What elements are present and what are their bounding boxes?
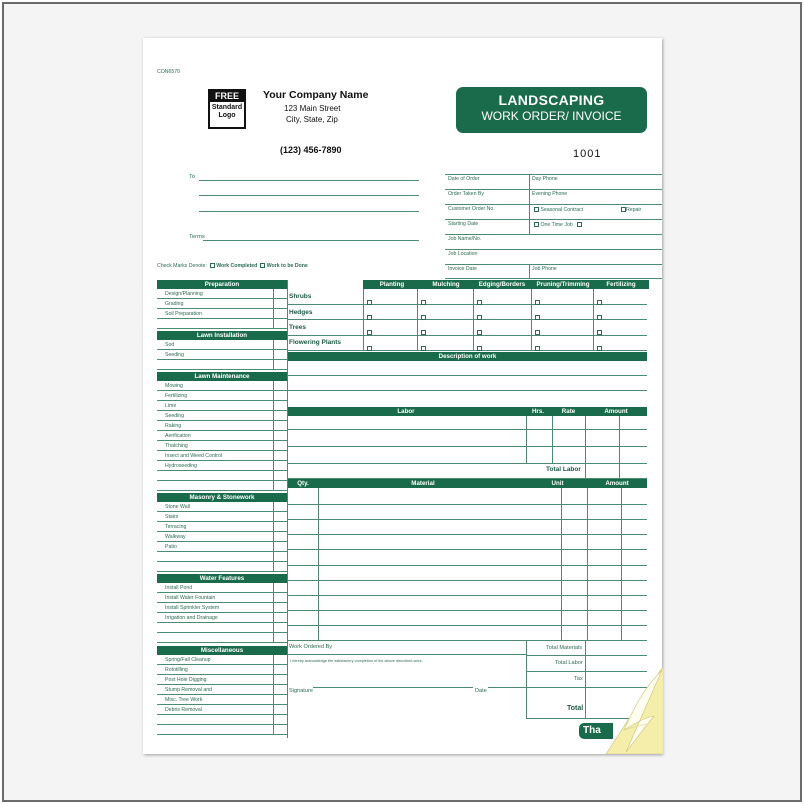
list-item[interactable] — [157, 471, 287, 481]
mulching-header: Mulching — [417, 280, 475, 289]
list-item[interactable]: Sod — [157, 340, 287, 350]
list-item[interactable]: Patio — [157, 542, 287, 552]
hedges-label: Hedges — [289, 309, 313, 316]
description-line-1[interactable] — [288, 375, 647, 376]
one-time-job-label: One Time Job — [540, 222, 573, 228]
date-label: Date — [475, 688, 487, 694]
check-marks-legend — [157, 263, 308, 269]
list-item[interactable]: Spring/Fall Cleanup — [157, 655, 287, 665]
total-materials-label: Total Materials — [546, 645, 583, 651]
list-item[interactable] — [157, 633, 287, 643]
list-item[interactable]: Stump Removal and — [157, 685, 287, 695]
list-item[interactable]: Grading — [157, 299, 287, 309]
list-item[interactable] — [157, 562, 287, 572]
list-item[interactable]: Rototilling — [157, 665, 287, 675]
list-item[interactable]: Install Sprinkler System — [157, 603, 287, 613]
trees-label: Trees — [289, 324, 306, 331]
tax-label: Tax — [574, 676, 583, 682]
seasonal-contract-checkbox[interactable] — [534, 207, 539, 212]
list-item[interactable]: Seeding — [157, 411, 287, 421]
list-item[interactable]: Irrigation and Drainage — [157, 613, 287, 623]
list-item[interactable]: Mowing — [157, 381, 287, 391]
form-code: CON6570 — [157, 69, 181, 75]
title-work-order: WORK ORDER/ INVOICE — [481, 109, 622, 123]
miscellaneous-header: Miscellaneous — [157, 646, 287, 655]
edging-header: Edging/Borders — [473, 280, 531, 289]
title-landscaping: LANDSCAPING — [498, 92, 605, 108]
list-item[interactable]: Aerification — [157, 431, 287, 441]
list-item[interactable]: Lime — [157, 401, 287, 411]
job-name-label: Job Name/No. — [448, 236, 482, 242]
terms-label: Terms — [189, 234, 205, 240]
list-item[interactable] — [157, 360, 287, 370]
customer-order-label: Customer Order No. — [448, 206, 495, 212]
evening-phone-label: Evening Phone — [532, 191, 568, 197]
seasonal-contract-label: Seasonal Contract — [540, 207, 584, 213]
unit-header: Unit — [528, 479, 587, 488]
planting-header: Planting — [363, 280, 421, 289]
list-item[interactable] — [157, 319, 287, 329]
repair-label: Repair — [626, 207, 642, 213]
seasonal-contract-option[interactable] — [534, 207, 583, 213]
check-marks-label: Check Marks Denote: — [157, 263, 207, 269]
grand-total-label: Total — [567, 705, 584, 712]
to-line-2[interactable] — [199, 195, 419, 196]
list-item[interactable]: Stone Wall — [157, 502, 287, 512]
list-item[interactable]: Walkway — [157, 532, 287, 542]
one-time-job-option[interactable] — [534, 222, 582, 228]
list-item[interactable]: Soil Preparation — [157, 309, 287, 319]
invoice-date-label: Invoice Date — [448, 266, 477, 272]
material-amount-header: Amount — [587, 479, 647, 488]
list-item[interactable]: Raking — [157, 421, 287, 431]
lawn-installation-header: Lawn Installation — [157, 331, 287, 340]
one-time-extra-checkbox[interactable] — [577, 222, 582, 227]
logo-standard: Standard — [211, 104, 243, 111]
description-line-2[interactable] — [288, 390, 647, 391]
company-street: 123 Main Street — [284, 104, 341, 113]
invoice-sheet — [143, 38, 662, 754]
hrs-header: Hrs. — [524, 407, 552, 416]
page-curl-icon — [604, 668, 664, 754]
labor-amount-header: Amount — [585, 407, 647, 416]
company-city: City, State, Zip — [286, 115, 338, 124]
list-item[interactable]: Terracing — [157, 522, 287, 532]
list-item[interactable]: Seeding — [157, 350, 287, 360]
preparation-header: Preparation — [157, 280, 287, 289]
date-of-order-label: Date of Order — [448, 176, 480, 182]
fertilizing-header: Fertilizing — [593, 280, 649, 289]
masonry-header: Masonry & Stonework — [157, 493, 287, 502]
to-be-done-checkbox[interactable] — [260, 263, 265, 268]
list-item[interactable] — [157, 552, 287, 562]
list-item[interactable] — [157, 481, 287, 491]
list-item[interactable]: Install Water Fountain — [157, 593, 287, 603]
pruning-header: Pruning/Trimming — [531, 280, 595, 289]
company-name: Your Company Name — [263, 89, 369, 101]
day-phone-label: Day Phone — [532, 176, 558, 182]
list-item[interactable] — [157, 623, 287, 633]
form-title — [456, 87, 647, 133]
flowering-plants-label: Flowering Plants — [289, 339, 342, 346]
list-item[interactable]: Misc. Tree Work — [157, 695, 287, 705]
repair-option[interactable] — [621, 207, 641, 213]
work-ordered-by-line[interactable] — [288, 654, 526, 655]
order-taken-by-label: Order Taken By — [448, 191, 484, 197]
company-phone: (123) 456-7890 — [280, 145, 342, 155]
list-item[interactable]: Stairs — [157, 512, 287, 522]
signature-label: Signature — [289, 688, 313, 694]
list-item[interactable]: Post Hole Digging — [157, 675, 287, 685]
left-column-divider — [287, 280, 288, 738]
date-line[interactable] — [488, 687, 526, 688]
completed-checkbox[interactable] — [210, 263, 215, 268]
lawn-maintenance-header: Lawn Maintenance — [157, 372, 287, 381]
list-item[interactable] — [157, 715, 287, 725]
to-be-done-label: Work to be Done — [266, 263, 308, 269]
company-logo — [208, 89, 246, 129]
logo-logo: Logo — [218, 112, 236, 119]
starting-date-label: Starting Date — [448, 221, 479, 227]
material-header: Material — [318, 479, 528, 488]
completed-label: Work Completed — [216, 263, 258, 269]
terms-line[interactable] — [203, 240, 419, 241]
total-labor-label: Total Labor — [546, 466, 581, 473]
one-time-job-checkbox[interactable] — [534, 222, 539, 227]
to-label: To — [189, 174, 196, 180]
list-item[interactable]: Hydroseeding — [157, 461, 287, 471]
to-line-3[interactable] — [199, 211, 419, 212]
list-item[interactable]: Debris Removal — [157, 705, 287, 715]
labor-header: Labor — [288, 407, 524, 416]
list-item[interactable]: Insect and Weed Control — [157, 451, 287, 461]
job-location-label: Job Location — [448, 251, 478, 257]
description-header: Description of work — [288, 352, 647, 361]
work-ordered-by-label: Work Ordered By — [289, 644, 333, 650]
list-item[interactable] — [157, 725, 287, 735]
logo-free: FREE — [210, 91, 244, 102]
to-line-1[interactable] — [199, 180, 419, 181]
footer-total-labor-label: Total Labor — [555, 660, 583, 666]
qty-header: Qty. — [288, 479, 318, 488]
list-item[interactable]: Install Pond — [157, 583, 287, 593]
list-item[interactable]: Thatching — [157, 441, 287, 451]
list-item[interactable]: Design/Planning — [157, 289, 287, 299]
job-phone-label: Job Phone — [532, 266, 557, 272]
rate-header: Rate — [552, 407, 585, 416]
form-number: 1001 — [573, 148, 602, 160]
shrubs-label: Shrubs — [289, 293, 312, 300]
list-item[interactable]: Fertilizing — [157, 391, 287, 401]
thank-you-badge: Tha — [579, 723, 613, 739]
signature-line[interactable] — [313, 687, 473, 688]
water-features-header: Water Features — [157, 574, 287, 583]
acknowledge-text: I hereby acknowledge the satisfactory completion of the above described work. — [290, 659, 423, 663]
